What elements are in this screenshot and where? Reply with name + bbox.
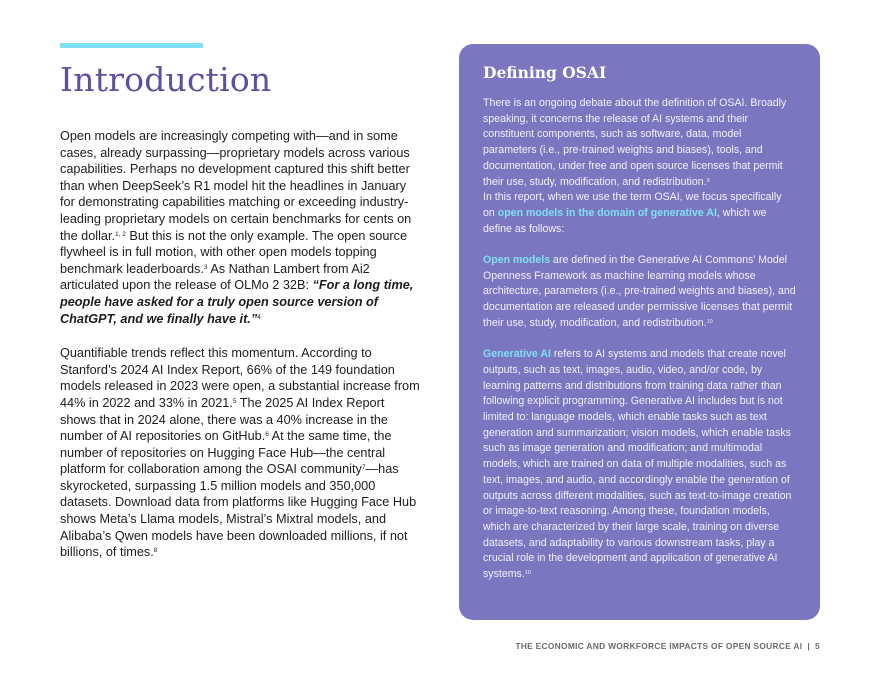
text-run: refers to AI systems and models that create novel outputs, such as text, images, audio, video, and/or code, by learning patterns and distributions from training data rather than following explicit programming. Generative AI includes but is not limited to: language models, which enable tasks such as text generation and summarization; vision models, which enable tasks such as image generation and modification; and multimodal models, which are trained on data of multiple modalities, such as text, images, and audio, and accordingly enable the generation of outputs across different modalities, such as text-to-image creation or image-to-text reasoning. Among these, foundation models, which are characterized by their large scale, training on diverse datasets, and adaptability to various downstream tasks, play a crucial role in the development and application of generative AI systems. bbox=[483, 348, 792, 581]
footnote-ref[interactable]: 8 bbox=[153, 547, 158, 555]
intro-paragraph-1 bbox=[60, 128, 422, 327]
highlight-term: open models in the domain of generative AI bbox=[497, 206, 717, 219]
text-run: are defined in the Generative AI Commons’ Model Openness Framework as machine learning models whose architecture, parameters (i.e., pre-trained weights and biases), and documentation are released under permissive licenses that permit their use, study, modification, and redistribution. bbox=[483, 254, 796, 329]
footer-separator: | bbox=[807, 641, 811, 651]
text-run: As Nathan Lambert from Ai2 articulated upon the release of OLMo 2 32B: bbox=[60, 261, 370, 293]
footnote-ref[interactable]: 9 bbox=[706, 177, 710, 184]
sidebar-heading: Defining OSAI bbox=[483, 63, 607, 82]
text-run: At the same time, the number of repositories on Hugging Face Hub—the central platform for collaboration among the OSAI community bbox=[60, 429, 392, 477]
title-accent-bar bbox=[60, 43, 203, 48]
text-run: , which we define as follows: bbox=[483, 206, 767, 235]
sidebar-paragraph-open-models bbox=[483, 253, 796, 332]
defining-osai-sidebar bbox=[459, 44, 820, 620]
footnote-ref[interactable]: 10 bbox=[524, 570, 531, 577]
term-open-models: Open models bbox=[483, 254, 551, 267]
text-run: Open models are increasingly competing with—and in some cases, already surpassing—proprietary models across various capabilities. Perhaps no development captured this shift better than when DeepSeek’s R1 model hit the headlines in January for demonstrating capabilities matching or exceeding industry-leading proprietary models on certain benchmarks for cents on the dollar. bbox=[60, 129, 412, 243]
term-generative-ai: Generative AI bbox=[483, 348, 551, 361]
sidebar-paragraph-generative-ai bbox=[483, 347, 796, 583]
text-run: In this report, when we use the term OSAI, we focus specifically on bbox=[483, 191, 782, 219]
intro-paragraph-2 bbox=[60, 345, 422, 561]
footnote-ref[interactable]: 10 bbox=[706, 318, 713, 325]
text-run: But this is not the only example. The open source flywheel is in full motion, with other open models topping benchmark leaderboards. bbox=[60, 228, 408, 276]
text-run: Quantifiable trends reflect this momentum. According to Stanford’s 2024 AI Index Report, 66% of the 149 foundation models released in 2023 were open, a substantial increase from 44% in 2022 and 33% in 2021. bbox=[60, 346, 420, 410]
footnote-ref[interactable]: 1, 2 bbox=[115, 230, 126, 238]
sidebar-paragraph-1 bbox=[483, 96, 796, 237]
text-run: There is an ongoing debate about the definition of OSAI. Broadly speaking, it concerns the release of AI systems and their constituent components, such as software, data, model parameters (i.e., pre-trained weights and biases), tools, and documentation, under free and open source licenses that permit their use, study, modification, and redistribution. bbox=[483, 97, 787, 188]
footnote-ref[interactable]: 4 bbox=[257, 313, 261, 321]
footnote-ref[interactable]: 5 bbox=[232, 397, 237, 405]
text-run: The 2025 AI Index Report shows that in 2024 alone, there was a 40% increase in the number of AI repositories on GitHub. bbox=[60, 395, 388, 444]
text-run: —has skyrocketed, surpassing 1.5 million models and 350,000 datasets. Download data from platforms like Hugging Face Hub shows Meta’s Llama models, Mistral’s Mixtral models, and Alibaba’s Qwen models have been downloaded millions, if not billions, of times. bbox=[60, 462, 417, 560]
lambert-quote: “For a long time, people have asked for a truly open source version of ChatGPT, and we finally have it.” bbox=[60, 278, 414, 326]
footnote-ref[interactable]: 6 bbox=[265, 431, 269, 439]
main-text-column bbox=[60, 128, 422, 579]
page-footer bbox=[515, 641, 820, 651]
page-title: Introduction bbox=[60, 60, 272, 99]
page-number: 5 bbox=[815, 641, 820, 651]
footer-report-title: THE ECONOMIC AND WORKFORCE IMPACTS OF OPEN SOURCE AI bbox=[515, 641, 803, 651]
footnote-ref[interactable]: 3 bbox=[203, 263, 208, 271]
footnote-ref[interactable]: 7 bbox=[361, 464, 366, 472]
